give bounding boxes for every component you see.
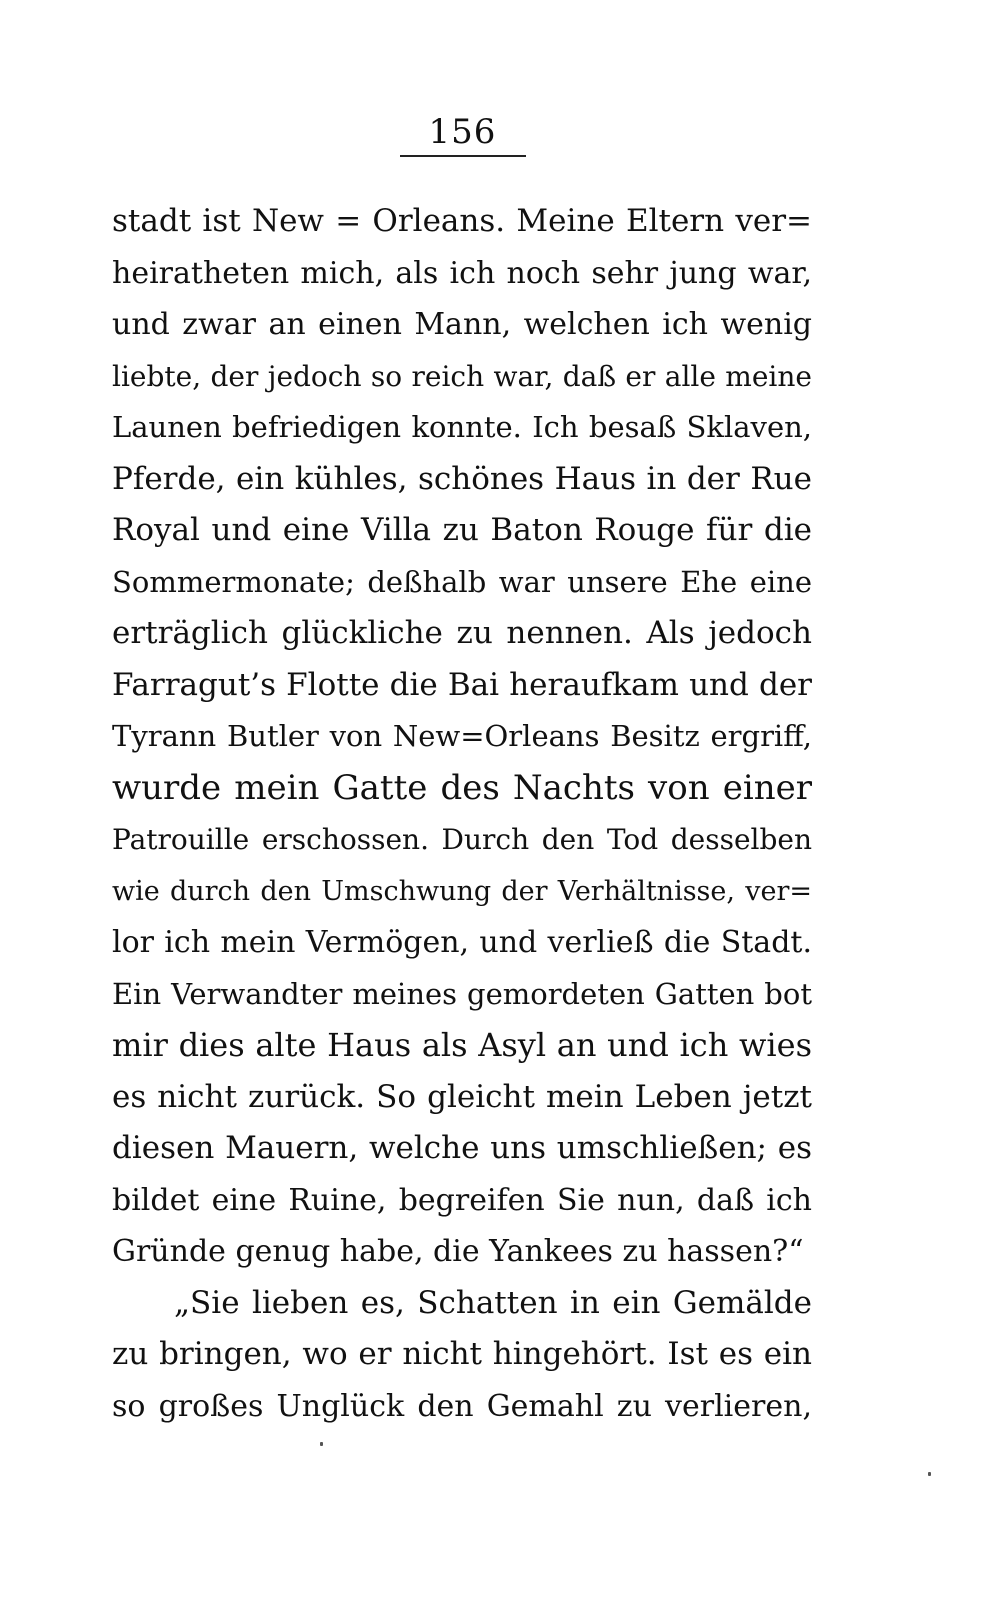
text-line: erträglich glückliche zu nennen. Als jedoch [112, 615, 812, 651]
text-line: heiratheten mich, als ich noch sehr jung war, [112, 255, 812, 291]
text-line: es nicht zurück. So gleicht mein Leben jetzt [112, 1078, 812, 1115]
text-line: und zwar an einen Mann, welchen ich wenig [112, 307, 812, 342]
text-line: Launen befriedigen konnte. Ich besaß Sklaven, [112, 410, 812, 444]
text-line: liebte, der jedoch so reich war, daß er alle meine [112, 359, 812, 393]
text-line: lor ich mein Vermögen, und verließ die Stadt. [112, 925, 812, 960]
body-text [112, 196, 812, 1432]
text-line: Royal und eine Villa zu Baton Rouge für die [112, 512, 812, 548]
text-line: „Sie lieben es, Schatten in ein Gemälde [174, 1284, 812, 1321]
text-line: stadt ist New = Orleans. Meine Eltern ver= [112, 203, 812, 239]
text-line: wurde mein Gatte des Nachts von einer [112, 767, 812, 808]
text-line: zu bringen, wo er nicht hingehört. Ist es ein [112, 1336, 812, 1372]
print-speck [928, 1472, 931, 1476]
text-line: mir dies alte Haus als Asyl an und ich wies [112, 1026, 812, 1064]
text-line: Patrouille erschossen. Durch den Tod desselben [112, 823, 812, 856]
text-line: so großes Unglück den Gemahl zu verlieren, [112, 1388, 812, 1424]
page-number-rule [400, 155, 526, 157]
text-line: bildet eine Ruine, begreifen Sie nun, daß ich [112, 1182, 812, 1218]
text-line: diesen Mauern, welche uns umschließen; es [112, 1130, 812, 1166]
text-line: Gründe genug habe, die Yankees zu hassen?“ [112, 1234, 804, 1269]
text-line: Farragut’s Flotte die Bai heraufkam und der [112, 666, 812, 703]
print-speck [320, 1442, 323, 1446]
text-line: wie durch den Umschwung der Verhältnisse, ver= [112, 875, 812, 907]
text-line: Ein Verwandter meines gemordeten Gatten bot [112, 976, 812, 1011]
text-line: Tyrann Butler von New=Orleans Besitz ergriff, [112, 719, 812, 753]
text-line: Pferde, ein kühles, schönes Haus in der Rue [112, 460, 812, 497]
text-line: Sommermonate; deßhalb war unsere Ehe eine [112, 564, 812, 599]
page-number: 156 [428, 112, 497, 152]
